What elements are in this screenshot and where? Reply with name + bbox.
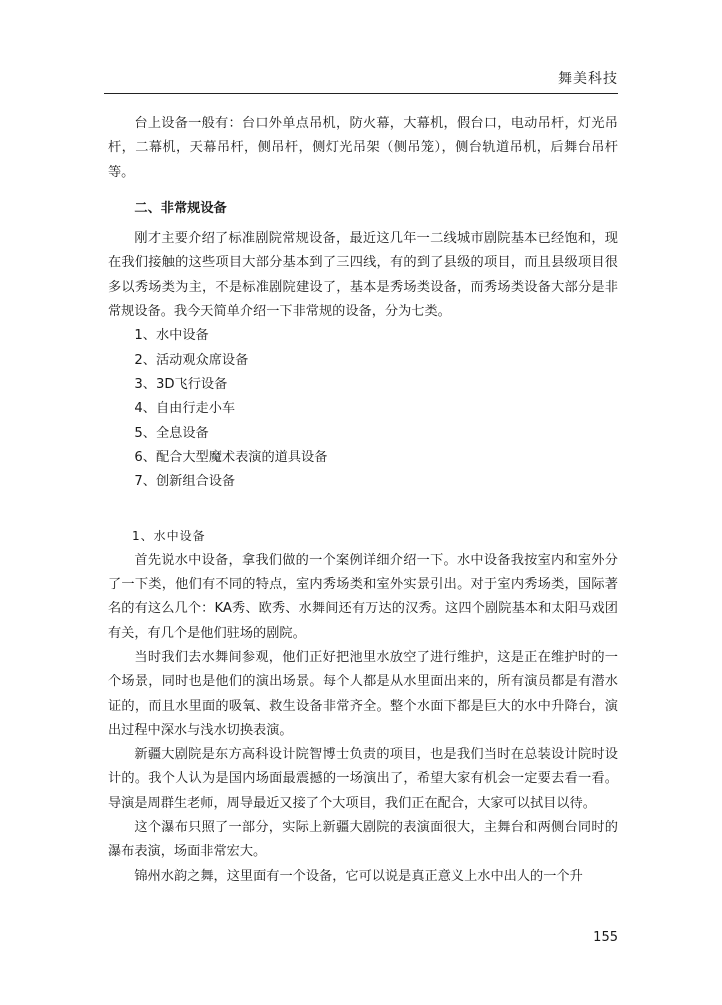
paragraph-water-dance-visit: 当时我们去水舞间参观，他们正好把池里水放空了进行维护，这是正在维护时的一个场景，同时也是他们的演出场景。每个人都是从水里面出来的，所有演员都是有潜水证的，而且水里面的吸氧、救生设备非常齐全。整个水面下都是巨大的水中升降台，演出过程中深水与浅水切换表演。 xyxy=(108,649,618,738)
section-heading: 二、非常规设备 xyxy=(134,200,227,216)
list-item: 2、活动观众席设备 xyxy=(134,352,249,368)
subsection-heading: 1、水中设备 xyxy=(132,529,206,544)
paragraph-water-equipment: 首先说水中设备，拿我们做的一个案例详细介绍一下。水中设备我按室内和室外分了一下类，他们有不同的特点，室内秀场类和室外实景引出。对于室内秀场类，国际著名的有这么几个：KA秀、欧秀、水舞间还有万达的汉秀。这四个剧院基本和太阳马戏团有关，有几个是他们驻场的剧院。 xyxy=(108,552,618,641)
list-item: 6、配合大型魔术表演的道具设备 xyxy=(134,449,328,465)
list-item: 1、水中设备 xyxy=(134,328,209,344)
paragraph-jinzhou: 锦州水韵之舞，这里面有一个设备，它可以说是真正意义上水中出人的一个升 xyxy=(134,868,583,884)
paragraph-xinjiang-theater: 新疆大剧院是东方高科设计院智博士负责的项目，也是我们当时在总装设计院时设计的。我个人认为是国内场面最震撼的一场演出了，希望大家有机会一定要去看一看。导演是周群生老师，周导最近又接了个大项目，我们正在配合，大家可以拭目以待。 xyxy=(108,747,618,811)
page-body xyxy=(108,112,618,889)
header-rule xyxy=(104,93,618,94)
category-list xyxy=(108,324,618,494)
intro-paragraph: 台上设备一般有：台口外单点吊机，防火幕，大幕机，假台口，电动吊杆，灯光吊杆，二幕机，天幕吊杆，侧吊杆，侧灯光吊架（侧吊笼），侧台轨道吊机，后舞台吊杆等。 xyxy=(108,116,618,180)
paragraph-waterfall: 这个瀑布只照了一部分，实际上新疆大剧院的表演面很大，主舞台和两侧台同时的瀑布表演，场面非常宏大。 xyxy=(108,820,618,860)
page-number: 155 xyxy=(593,930,618,945)
paragraph-nonstandard: 刚才主要介绍了标准剧院常规设备，最近这几年一二线城市剧院基本已经饱和，现在我们接触的这些项目大部分基本到了三四线，有的到了县级的项目，而且县级项目很多以秀场类为主，不是标准剧院建设了，基本是秀场类设备，而秀场类设备大部分是非常规设备。我今天简单介绍一下非常规的设备，分为七类。 xyxy=(108,231,618,320)
running-header-title: 舞美科技 xyxy=(558,71,618,87)
list-item: 5、全息设备 xyxy=(134,425,209,441)
spacer xyxy=(108,494,618,524)
list-item: 7、创新组合设备 xyxy=(134,474,236,490)
list-item: 3、3D飞行设备 xyxy=(134,376,228,392)
list-item: 4、自由行走小车 xyxy=(134,401,236,417)
